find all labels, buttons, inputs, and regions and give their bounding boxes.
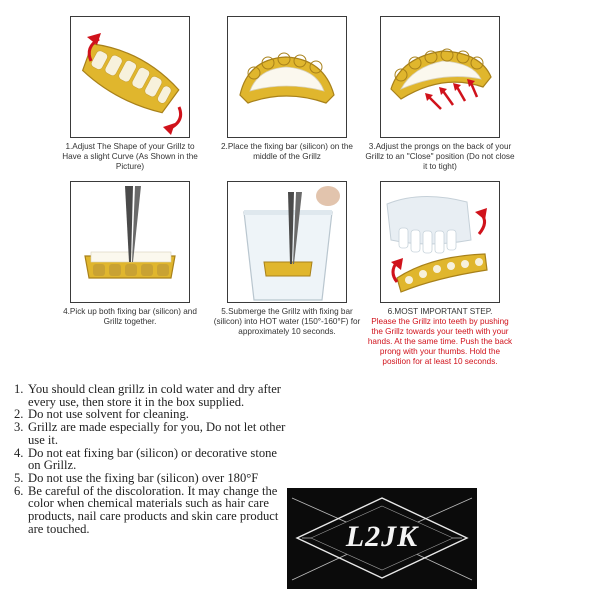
step-5 [212, 181, 362, 337]
logo-text: L2JK [345, 520, 419, 553]
step-6-photo [380, 181, 500, 303]
care-tips-list [14, 383, 286, 535]
step-4 [55, 181, 205, 327]
step-6-heading: 6.MOST IMPORTANT STEP. [387, 307, 493, 316]
place-grillz-on-teeth-image [381, 182, 499, 302]
care-tip: 5. Do not use the fixing bar (silicon) over 180°F [14, 470, 259, 485]
hand [316, 186, 340, 206]
care-tip: 1. You should clean grillz in cold water and dry after every use, then store it in the box supplied. [14, 382, 281, 409]
step-6 [365, 181, 515, 367]
step-3-caption: 3.Adjust the prongs on the back of your Grillz to an "Close" position (Do not close it to tight) [365, 142, 515, 171]
step-2-photo [227, 16, 347, 138]
step-4-photo [70, 181, 190, 303]
step-6-warning-text: Please the Grillz into teeth by pushing the Grillz towards your teeth with your hands. At the same time. Push the back prong with your thumbs. Hold the position for at least 10 seconds. [367, 317, 513, 366]
care-tip: 3. Grillz are made especially for you, Do not let other use it. [14, 420, 286, 447]
grillz-with-fixing-bar-image [228, 17, 346, 137]
adjust-prongs-image [381, 17, 499, 137]
brand-logo [287, 488, 477, 589]
step-2 [212, 16, 362, 162]
care-tip: 4. Do not eat fixing bar (silicon) or decorative stone on Grillz. [14, 445, 277, 473]
step-3-photo [380, 16, 500, 138]
step-6-caption [365, 307, 515, 367]
tweezers-pick-up-image [71, 182, 189, 302]
step-2-caption: 2.Place the fixing bar (silicon) on the middle of the Grillz [221, 142, 353, 161]
push-arrows [429, 83, 477, 109]
step-1-caption: 1.Adjust The Shape of your Grillz to Have a slight Curve (As Shown in the Picture) [62, 142, 198, 171]
care-tip: 6. Be careful of the discoloration. It may change the color when chemical materials such as hair care products, nail care products and skin care product are touched. [14, 483, 279, 536]
hot-water-cup-image [228, 182, 346, 302]
tweezers [125, 186, 133, 262]
step-1-photo [70, 16, 190, 138]
curved-grillz-image [71, 17, 189, 137]
plastic-cup [244, 212, 332, 300]
care-tip: 2. Do not use solvent for cleaning. [14, 407, 189, 422]
step-1 [55, 16, 205, 172]
step-5-caption: 5.Submerge the Grillz with fixing bar (silicon) into HOT water (150°-160°F) for approximately 10 seconds. [213, 307, 361, 336]
step-5-photo [227, 181, 347, 303]
step-3 [365, 16, 515, 172]
step-4-caption: 4.Pick up both fixing bar (silicon) and Grillz together. [63, 307, 197, 326]
